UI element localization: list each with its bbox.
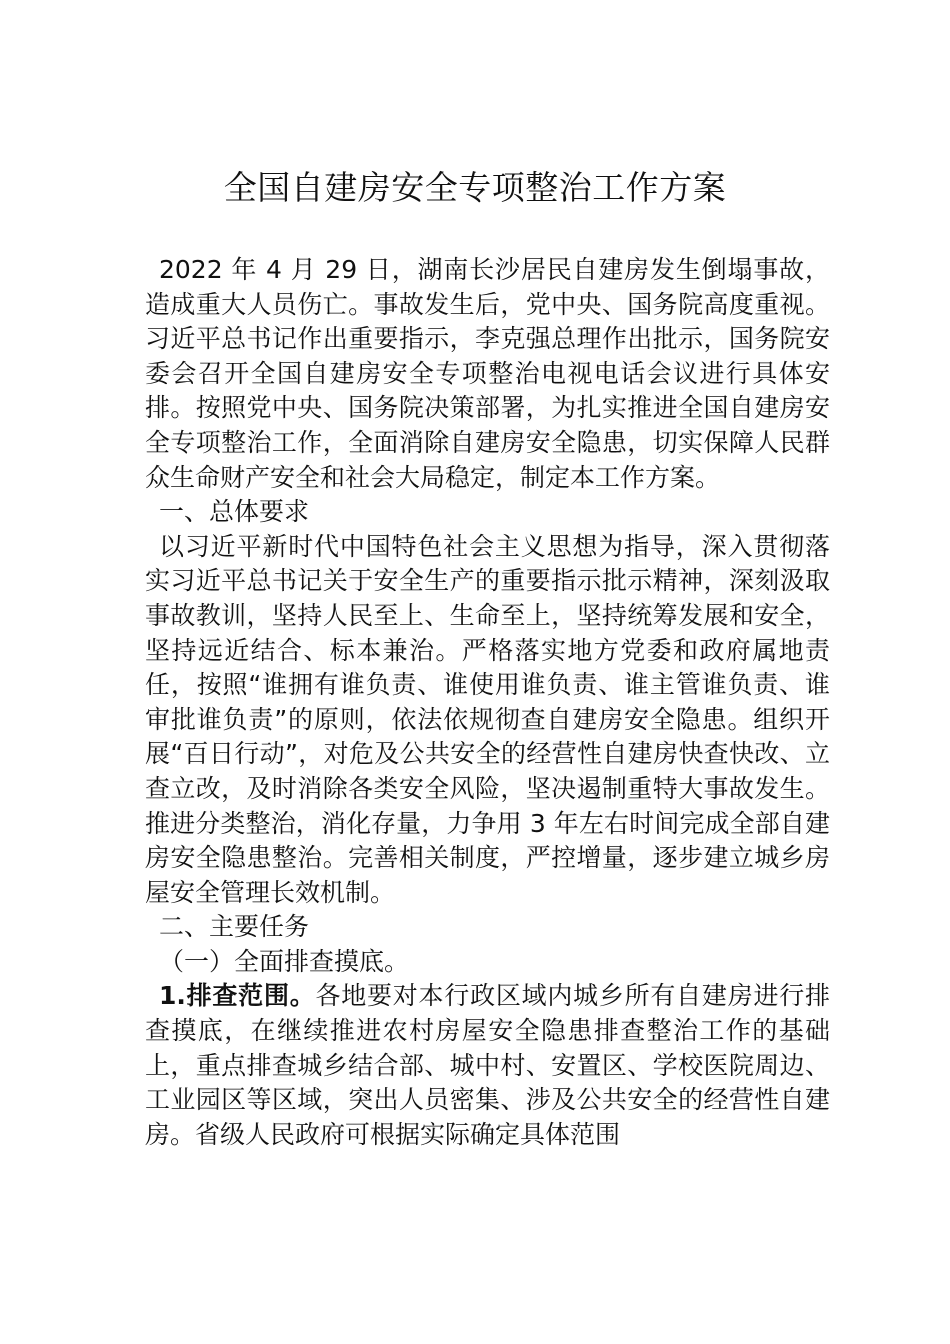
survey-scope-lead: 1.排查范围。 [159,981,316,1011]
document-body [145,253,830,1152]
survey-scope-paragraph [145,979,830,1152]
survey-scope-text: 各地要对本行政区域内城乡所有自建房进行排查摸底，在继续推进农村房屋安全隐患排查整治工作的基础上，重点排查城乡结合部、城中村、安置区、学校医院周边、工业园区等区域，突出人员密集、涉及公共安全的经营性自建房。省级人民政府可根据实际确定具体范围 [145,981,830,1149]
section-heading-general-requirements: 一、总体要求 [159,497,310,527]
section-heading-main-tasks: 二、主要任务 [159,912,310,942]
intro-paragraph: 2022 年 4 月 29 日，湖南长沙居民自建房发生倒塌事故，造成重大人员伤亡。事故发生后，党中央、国务院高度重视。习近平总书记作出重要指示，李克强总理作出批示，国务院安委会召开全国自建房安全专项整治电视电话会议进行具体安排。按照党中央、国务院决策部署，为扎实推进全国自建房安全专项整治工作，全面消除自建房安全隐患，切实保障人民群众生命财产安全和社会大局稳定，制定本工作方案。 [145,255,830,492]
subsection-heading-survey: （一）全面排查摸底。 [159,946,410,976]
document-title: 全国自建房安全专项整治工作方案 [223,168,727,207]
general-requirements-paragraph: 以习近平新时代中国特色社会主义思想为指导，深入贯彻落实习近平总书记关于安全生产的重要指示批示精神，深刻汲取事故教训，坚持人民至上、生命至上，坚持统筹发展和安全，坚持远近结合、标本兼治。严格落实地方党委和政府属地责任，按照“谁拥有谁负责、谁使用谁负责、谁主管谁负责、谁审批谁负责”的原则，依法依规彻查自建房安全隐患。组织开展“百日行动”，对危及公共安全的经营性自建房快查快改、立查立改，及时消除各类安全风险，坚决遏制重特大事故发生。推进分类整治，消化存量，力争用 3 年左右时间完成全部自建房安全隐患整治。完善相关制度，严控增量，逐步建立城乡房屋安全管理长效机制。 [145,531,830,907]
